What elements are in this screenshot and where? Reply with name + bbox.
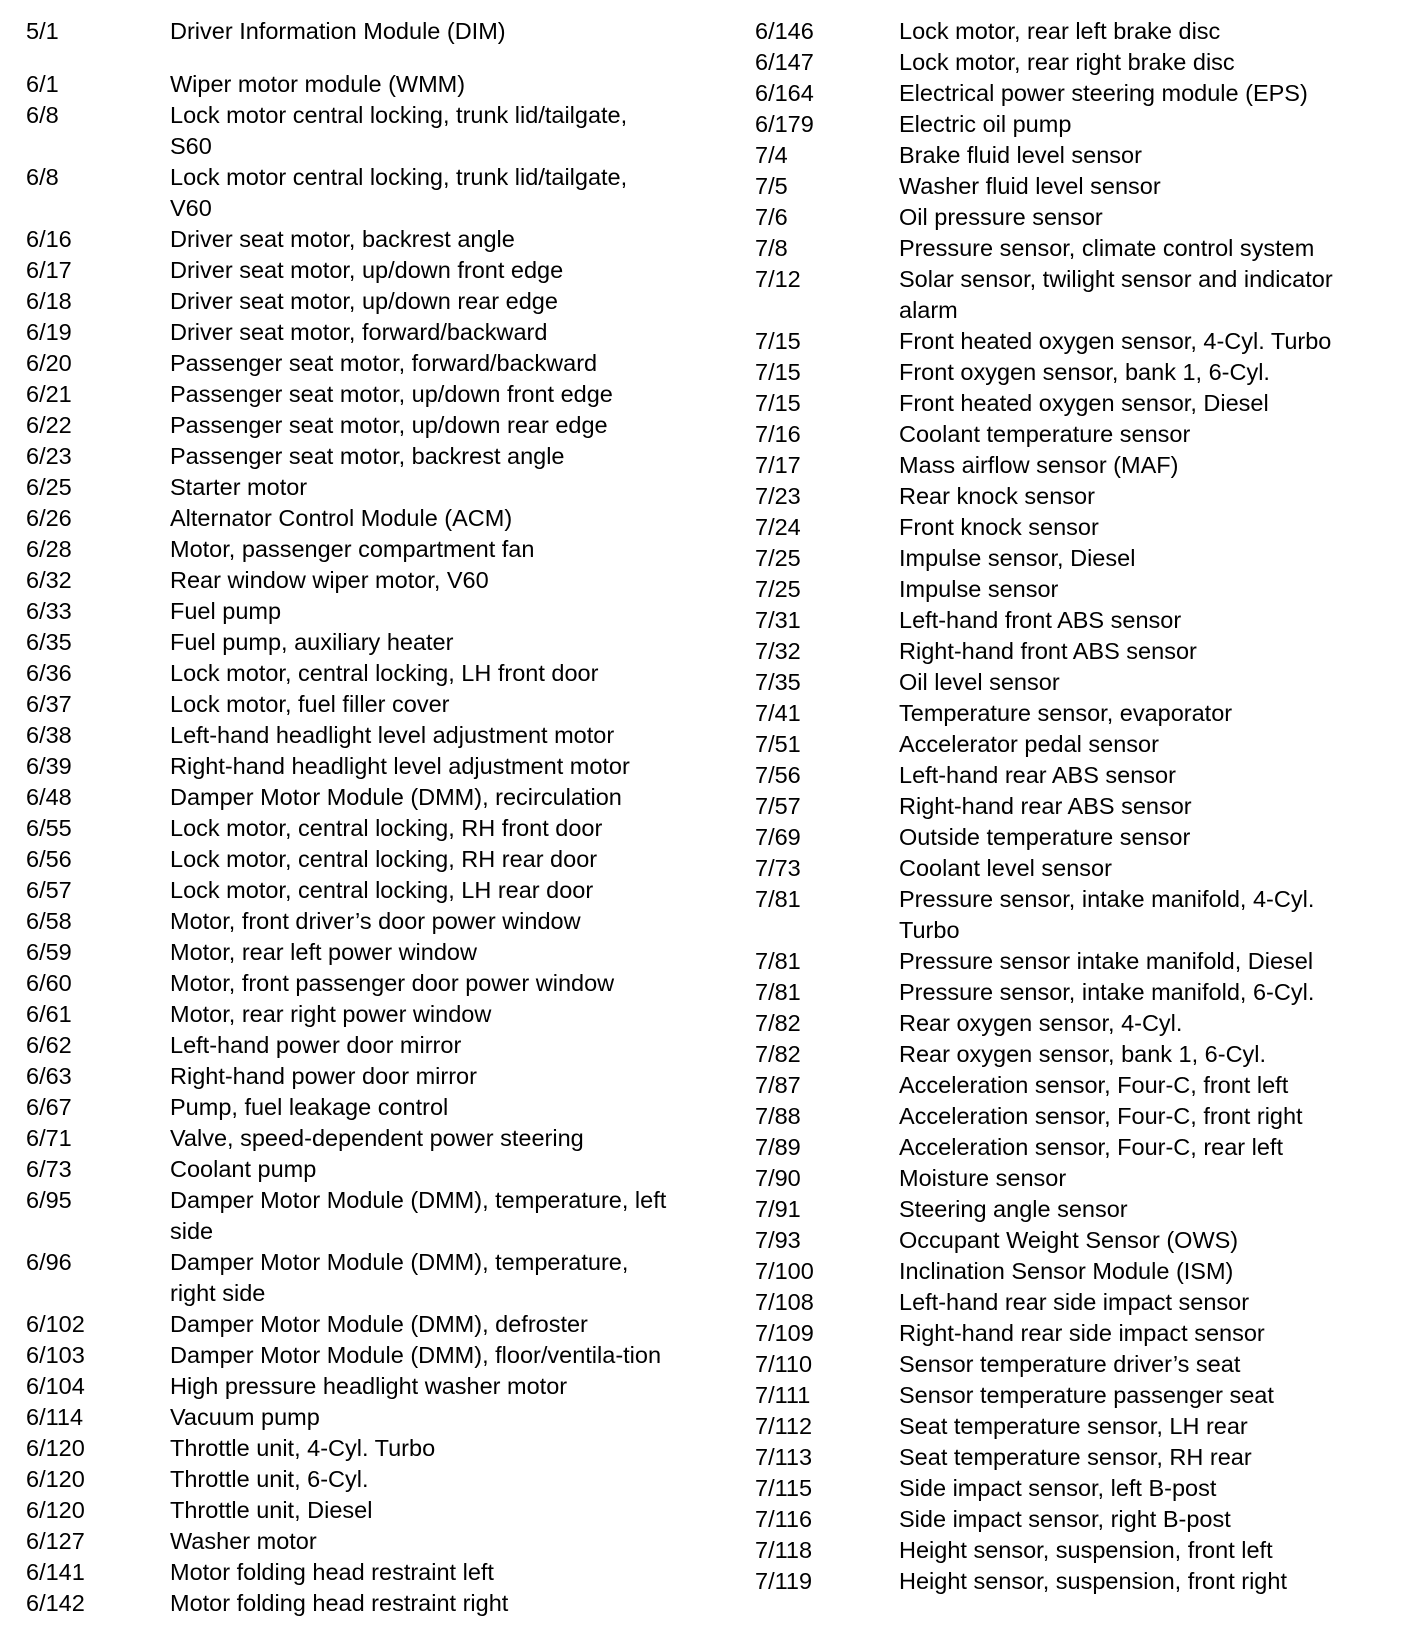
component-code: 6/73 (26, 1156, 72, 1182)
component-description: Solar sensor, twilight sensor and indicator alarm (899, 266, 1333, 323)
component-description: Side impact sensor, right B-post (899, 1506, 1231, 1532)
component-description: Driver seat motor, up/down rear edge (170, 288, 558, 314)
list-item (755, 791, 1395, 822)
component-code: 6/96 (26, 1249, 72, 1275)
component-code: 7/112 (755, 1413, 813, 1439)
component-description: Lock motor, central locking, RH front door (170, 815, 603, 841)
list-item (755, 171, 1395, 202)
component-code: 7/51 (755, 731, 801, 757)
component-code: 7/90 (755, 1165, 801, 1191)
component-code: 6/19 (26, 319, 72, 345)
list-item (26, 1030, 686, 1061)
component-code: 7/15 (755, 359, 801, 385)
component-code: 6/48 (26, 784, 72, 810)
component-description: Seat temperature sensor, LH rear (899, 1413, 1248, 1439)
list-item (26, 658, 686, 689)
component-description: Impulse sensor, Diesel (899, 545, 1136, 571)
component-code: 7/25 (755, 545, 801, 571)
component-description: Lock motor, central locking, LH front door (170, 660, 599, 686)
list-item (755, 388, 1395, 419)
component-code: 6/61 (26, 1001, 72, 1027)
component-description: Fuel pump, auxiliary heater (170, 629, 454, 655)
component-code: 7/109 (755, 1320, 814, 1346)
list-item (755, 326, 1395, 357)
component-description: Motor, passenger compartment fan (170, 536, 535, 562)
component-description: Pump, fuel leakage control (170, 1094, 449, 1120)
list-item (755, 1318, 1395, 1349)
list-item (755, 1008, 1395, 1039)
component-code: 7/87 (755, 1072, 801, 1098)
component-code: 7/15 (755, 390, 801, 416)
list-item (26, 782, 686, 813)
list-item (26, 255, 686, 286)
component-description: Throttle unit, Diesel (170, 1497, 373, 1523)
list-item (755, 853, 1395, 884)
list-item (26, 286, 686, 317)
list-item (26, 999, 686, 1030)
component-code: 7/69 (755, 824, 801, 850)
list-item (755, 884, 1395, 946)
list-item (755, 1442, 1395, 1473)
list-item (26, 1526, 686, 1557)
component-code: 7/93 (755, 1227, 801, 1253)
component-description: Lock motor, central locking, RH rear door (170, 846, 598, 872)
list-item (26, 689, 686, 720)
component-description: Right-hand rear ABS sensor (899, 793, 1192, 819)
list-item (755, 1504, 1395, 1535)
component-description: Left-hand rear ABS sensor (899, 762, 1176, 788)
list-item (26, 813, 686, 844)
list-item (755, 760, 1395, 791)
component-code: 7/116 (755, 1506, 813, 1532)
list-item (755, 1163, 1395, 1194)
component-description: Rear window wiper motor, V60 (170, 567, 489, 593)
list-item (755, 667, 1395, 698)
component-description: Passenger seat motor, up/down rear edge (170, 412, 608, 438)
component-description: Oil pressure sensor (899, 204, 1103, 230)
component-code: 6/32 (26, 567, 72, 593)
component-code: 7/8 (755, 235, 788, 261)
list-item (26, 565, 686, 596)
component-description: Height sensor, suspension, front right (899, 1568, 1287, 1594)
list-item (26, 1557, 686, 1588)
component-code: 6/104 (26, 1373, 85, 1399)
component-code: 7/17 (755, 452, 801, 478)
list-item (755, 1380, 1395, 1411)
component-description: Lock motor, fuel filler cover (170, 691, 450, 717)
list-item (26, 1340, 686, 1371)
list-item (26, 348, 686, 379)
component-description: Motor, rear left power window (170, 939, 477, 965)
component-description: Damper Motor Module (DMM), defroster (170, 1311, 588, 1337)
component-code: 6/36 (26, 660, 72, 686)
component-description: Temperature sensor, evaporator (899, 700, 1233, 726)
component-description: Sensor temperature driver’s seat (899, 1351, 1241, 1377)
list-item (755, 109, 1395, 140)
component-description: Outside temperature sensor (899, 824, 1191, 850)
component-code: 6/142 (26, 1590, 85, 1616)
list-item (755, 1194, 1395, 1225)
component-code: 7/12 (755, 266, 801, 292)
list-item (755, 574, 1395, 605)
component-description: Front heated oxygen sensor, Diesel (899, 390, 1269, 416)
component-description: Rear oxygen sensor, bank 1, 6-Cyl. (899, 1041, 1267, 1067)
list-item (26, 441, 686, 472)
component-description: Washer fluid level sensor (899, 173, 1161, 199)
component-code: 6/8 (26, 102, 59, 128)
component-description: Throttle unit, 4-Cyl. Turbo (170, 1435, 436, 1461)
list-item (26, 937, 686, 968)
list-item (26, 1371, 686, 1402)
component-code: 6/95 (26, 1187, 72, 1213)
component-description: Washer motor (170, 1528, 317, 1554)
list-item (755, 16, 1395, 47)
component-description: Driver Information Module (DIM) (170, 18, 506, 44)
list-item (755, 977, 1395, 1008)
component-code: 7/73 (755, 855, 801, 881)
component-description: Left-hand front ABS sensor (899, 607, 1182, 633)
component-code: 6/179 (755, 111, 814, 137)
component-code: 6/120 (26, 1435, 85, 1461)
component-description: Driver seat motor, forward/backward (170, 319, 548, 345)
component-code: 7/88 (755, 1103, 801, 1129)
component-code: 6/35 (26, 629, 72, 655)
component-code: 7/118 (755, 1537, 813, 1563)
list-item (755, 605, 1395, 636)
component-description: Moisture sensor (899, 1165, 1067, 1191)
list-item (26, 1309, 686, 1340)
list-item (26, 224, 686, 255)
list-item (26, 1588, 686, 1619)
component-description: Driver seat motor, up/down front edge (170, 257, 564, 283)
component-description: Motor folding head restraint right (170, 1590, 509, 1616)
component-code: 7/23 (755, 483, 801, 509)
component-description: Damper Motor Module (DMM), floor/ventila-tion (170, 1342, 662, 1368)
component-code: 6/8 (26, 164, 59, 190)
component-code: 5/1 (26, 18, 59, 44)
list-item (26, 720, 686, 751)
list-item (755, 543, 1395, 574)
component-description: Pressure sensor, intake manifold, 6-Cyl. (899, 979, 1315, 1005)
component-description: Left-hand rear side impact sensor (899, 1289, 1250, 1315)
list-item (26, 627, 686, 658)
list-item (26, 1247, 686, 1309)
component-code: 7/56 (755, 762, 801, 788)
component-description: Oil level sensor (899, 669, 1060, 695)
component-description: Occupant Weight Sensor (OWS) (899, 1227, 1239, 1253)
component-code: 6/56 (26, 846, 72, 872)
left-column (26, 16, 686, 1619)
list-item (26, 317, 686, 348)
component-code: 7/81 (755, 979, 801, 1005)
component-description: Right-hand front ABS sensor (899, 638, 1197, 664)
list-item (755, 140, 1395, 171)
list-item (26, 472, 686, 503)
list-item (26, 1433, 686, 1464)
component-description: Passenger seat motor, up/down front edge (170, 381, 613, 407)
component-code: 6/22 (26, 412, 72, 438)
list-item (755, 450, 1395, 481)
component-description: Wiper motor module (WMM) (170, 71, 466, 97)
component-code: 6/58 (26, 908, 72, 934)
component-description: Accelerator pedal sensor (899, 731, 1159, 757)
list-item (755, 1473, 1395, 1504)
component-code: 6/28 (26, 536, 72, 562)
component-code: 7/57 (755, 793, 801, 819)
component-code: 7/35 (755, 669, 801, 695)
component-description: Seat temperature sensor, RH rear (899, 1444, 1252, 1470)
list-item (26, 1154, 686, 1185)
list-item (755, 1349, 1395, 1380)
component-code: 7/115 (755, 1475, 813, 1501)
component-description: Front oxygen sensor, bank 1, 6-Cyl. (899, 359, 1270, 385)
component-description: Coolant temperature sensor (899, 421, 1191, 447)
component-description: Motor, front driver’s door power window (170, 908, 581, 934)
component-code: 6/60 (26, 970, 72, 996)
component-description: Impulse sensor (899, 576, 1059, 602)
component-code: 6/20 (26, 350, 72, 376)
component-code: 6/114 (26, 1404, 84, 1430)
component-description: Electrical power steering module (EPS) (899, 80, 1308, 106)
list-item (26, 1402, 686, 1433)
list-item (26, 379, 686, 410)
list-item (26, 875, 686, 906)
list-item (755, 78, 1395, 109)
component-code: 6/62 (26, 1032, 72, 1058)
list-item (26, 1495, 686, 1526)
list-item (26, 162, 686, 224)
component-description: Starter motor (170, 474, 308, 500)
component-description: Left-hand headlight level adjustment motor (170, 722, 615, 748)
component-code: 7/81 (755, 886, 801, 912)
component-code: 7/41 (755, 700, 801, 726)
component-description: Right-hand power door mirror (170, 1063, 477, 1089)
list-item (755, 1287, 1395, 1318)
component-description: Steering angle sensor (899, 1196, 1128, 1222)
component-code: 6/164 (755, 80, 814, 106)
list-item (26, 968, 686, 999)
list-item (755, 419, 1395, 450)
component-description: Damper Motor Module (DMM), temperature, left side (170, 1187, 667, 1244)
component-code: 7/31 (755, 607, 801, 633)
component-description: Valve, speed-dependent power steering (170, 1125, 584, 1151)
component-code: 6/67 (26, 1094, 72, 1120)
component-description: Motor folding head restraint left (170, 1559, 494, 1585)
component-code: 7/111 (755, 1382, 811, 1408)
component-code: 6/127 (26, 1528, 85, 1554)
component-code: 6/120 (26, 1497, 85, 1523)
component-code: 7/91 (755, 1196, 801, 1222)
list-item (26, 906, 686, 937)
component-description: Rear knock sensor (899, 483, 1095, 509)
component-code: 6/25 (26, 474, 72, 500)
list-item (755, 1256, 1395, 1287)
component-description: Lock motor, rear right brake disc (899, 49, 1235, 75)
component-code: 6/1 (26, 71, 59, 97)
list-item (755, 1535, 1395, 1566)
component-code: 6/55 (26, 815, 72, 841)
component-code: 7/110 (755, 1351, 813, 1377)
list-item (26, 751, 686, 782)
list-item (26, 1185, 686, 1247)
component-code: 6/39 (26, 753, 72, 779)
component-description: Lock motor, central locking, LH rear door (170, 877, 594, 903)
list-item (26, 16, 686, 47)
component-description: Brake fluid level sensor (899, 142, 1142, 168)
component-description: High pressure headlight washer motor (170, 1373, 568, 1399)
list-item (26, 596, 686, 627)
component-description: Acceleration sensor, Four-C, rear left (899, 1134, 1283, 1160)
component-code: 7/15 (755, 328, 801, 354)
component-description: Alternator Control Module (ACM) (170, 505, 513, 531)
component-description: Side impact sensor, left B-post (899, 1475, 1217, 1501)
list-item (755, 1411, 1395, 1442)
component-code: 7/24 (755, 514, 801, 540)
component-code: 6/63 (26, 1063, 72, 1089)
component-description: Acceleration sensor, Four-C, front right (899, 1103, 1303, 1129)
component-description: Mass airflow sensor (MAF) (899, 452, 1179, 478)
list-item (26, 503, 686, 534)
component-code: 6/103 (26, 1342, 85, 1368)
list-item (755, 47, 1395, 78)
component-description: Height sensor, suspension, front left (899, 1537, 1273, 1563)
list-item (755, 512, 1395, 543)
component-description: Coolant level sensor (899, 855, 1112, 881)
component-description: Motor, front passenger door power window (170, 970, 615, 996)
list-item (755, 946, 1395, 977)
component-description: Acceleration sensor, Four-C, front left (899, 1072, 1289, 1098)
list-item (755, 729, 1395, 760)
component-code: 7/16 (755, 421, 801, 447)
component-code: 6/147 (755, 49, 814, 75)
component-code: 6/146 (755, 18, 814, 44)
list-item (755, 822, 1395, 853)
component-description: Lock motor, rear left brake disc (899, 18, 1221, 44)
component-description: Driver seat motor, backrest angle (170, 226, 515, 252)
component-code: 6/141 (26, 1559, 85, 1585)
component-code: 6/37 (26, 691, 72, 717)
component-code: 6/21 (26, 381, 72, 407)
component-code: 7/32 (755, 638, 801, 664)
list-item (755, 1039, 1395, 1070)
component-description: Damper Motor Module (DMM), temperature, right side (170, 1249, 629, 1306)
component-code: 6/71 (26, 1125, 72, 1151)
component-code: 6/57 (26, 877, 72, 903)
component-code: 7/82 (755, 1010, 801, 1036)
component-description: Pressure sensor intake manifold, Diesel (899, 948, 1314, 974)
component-code: 6/59 (26, 939, 72, 965)
component-description: Motor, rear right power window (170, 1001, 492, 1027)
component-code: 6/120 (26, 1466, 85, 1492)
component-code: 6/102 (26, 1311, 85, 1337)
component-description: Passenger seat motor, forward/backward (170, 350, 598, 376)
list-item (26, 534, 686, 565)
component-code: 6/33 (26, 598, 72, 624)
component-description: Right-hand rear side impact sensor (899, 1320, 1265, 1346)
list-item (755, 698, 1395, 729)
component-code: 7/81 (755, 948, 801, 974)
list-item (26, 1061, 686, 1092)
right-column (755, 16, 1395, 1597)
component-description: Front knock sensor (899, 514, 1099, 540)
component-code: 7/113 (755, 1444, 813, 1470)
list-item (26, 410, 686, 441)
component-code: 7/82 (755, 1041, 801, 1067)
component-description: Pressure sensor, climate control system (899, 235, 1315, 261)
component-description: Passenger seat motor, backrest angle (170, 443, 565, 469)
component-description: Lock motor central locking, trunk lid/tailgate, S60 (170, 102, 628, 159)
component-code: 6/26 (26, 505, 72, 531)
component-code: 6/23 (26, 443, 72, 469)
list-item (755, 481, 1395, 512)
component-code: 6/17 (26, 257, 72, 283)
component-description: Front heated oxygen sensor, 4-Cyl. Turbo (899, 328, 1332, 354)
component-code: 7/108 (755, 1289, 814, 1315)
component-description: Throttle unit, 6-Cyl. (170, 1466, 369, 1492)
component-description: Rear oxygen sensor, 4-Cyl. (899, 1010, 1183, 1036)
list-item (26, 1464, 686, 1495)
list-item (26, 1123, 686, 1154)
component-description: Coolant pump (170, 1156, 317, 1182)
component-description: Pressure sensor, intake manifold, 4-Cyl. Turbo (899, 886, 1315, 943)
list-item (755, 357, 1395, 388)
list-item (755, 1566, 1395, 1597)
component-description: Electric oil pump (899, 111, 1072, 137)
component-description: Fuel pump (170, 598, 282, 624)
list-item (755, 1132, 1395, 1163)
component-code: 7/6 (755, 204, 788, 230)
list-item (755, 1101, 1395, 1132)
list-item (755, 202, 1395, 233)
component-code: 6/18 (26, 288, 72, 314)
list-item (755, 233, 1395, 264)
component-description: Left-hand power door mirror (170, 1032, 462, 1058)
list-item (755, 264, 1395, 326)
component-description: Inclination Sensor Module (ISM) (899, 1258, 1234, 1284)
component-description: Right-hand headlight level adjustment motor (170, 753, 630, 779)
component-description: Vacuum pump (170, 1404, 320, 1430)
component-code: 6/16 (26, 226, 72, 252)
list-item (26, 844, 686, 875)
component-code: 7/119 (755, 1568, 813, 1594)
component-description: Sensor temperature passenger seat (899, 1382, 1274, 1408)
list-item (755, 1225, 1395, 1256)
list-item (26, 69, 686, 100)
component-description: Damper Motor Module (DMM), recirculation (170, 784, 622, 810)
component-description: Lock motor central locking, trunk lid/tailgate, V60 (170, 164, 628, 221)
list-item (26, 100, 686, 162)
component-code: 7/4 (755, 142, 788, 168)
component-code: 7/25 (755, 576, 801, 602)
component-code: 7/89 (755, 1134, 801, 1160)
component-code: 7/100 (755, 1258, 814, 1284)
list-item (26, 1092, 686, 1123)
component-code: 7/5 (755, 173, 788, 199)
component-code: 6/38 (26, 722, 72, 748)
list-item (755, 636, 1395, 667)
list-item (755, 1070, 1395, 1101)
